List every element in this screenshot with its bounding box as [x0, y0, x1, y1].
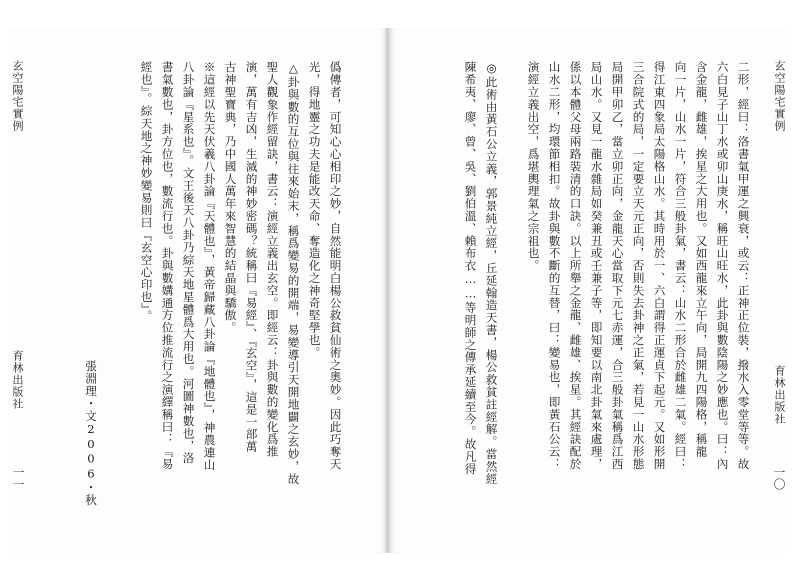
left-running-head: 玄空陽宅實例 [11, 60, 24, 132]
right-body-col-9: 係以本體父母兩路裝清的口訣。以上所舉之金龍、雌雄、挨星。其經訣配於 [568, 61, 583, 471]
right-body-col-3: 含金龍，雌雄，挨星之大用也。又如西龍來立午向，局開九四陽格，稱龍 [694, 61, 709, 458]
left-body-col-6: 古神聖寶典，乃中國人萬年來智慧的結晶與驕傲。 [223, 61, 238, 334]
left-body-col-9: 書氣數也，卦方位也，數流行也。卦與數媾通方位推流行之演繹稱曰：『易 [160, 61, 175, 471]
left-body-col-7: ※這經以先天伏羲八卦論『天體也』，黃帝歸藏八卦論『地體也』，神農連山 [202, 61, 217, 471]
left-body-col-2: 光，得地靈之功夫是能改天命、奪造化之神奇堅學也。 [307, 61, 322, 359]
right-body-col-8: 局山水。又見一龍水雜局如癸兼丑或壬兼子等，即知要以南北卦氣來處理， [589, 61, 604, 471]
left-body-col-3: △卦與數的互位與往來始末，稱爲變易的開端，易變導引天開地闢之玄妙，故 [286, 61, 301, 485]
left-page-number: 一一 [11, 466, 25, 490]
right-page-number: 一〇 [772, 466, 786, 490]
left-body-col-1: 僞傳者，可知心心相印之妙，自然能明白楊公救貧仙術之奧妙。因此巧奪天 [328, 61, 343, 471]
right-body-col-13: 陳希夷、廖、曾、吳、劉伯溫、賴布衣……等明師之傳承延續至今。故凡得 [463, 61, 478, 475]
right-publisher: 育林出版社 [773, 365, 786, 425]
left-body-col-10: 經也』。綜天地之神妙變易則曰『玄空心印也』。 [139, 61, 154, 323]
right-body-col-7: 局開甲卯乙，當立卯正向，金龍天心當取下元七赤運，合三般卦氣稱爲江西 [610, 61, 625, 471]
right-body-col-6: 三合院式的局，一定要立天元正向，否則失去卦神之正氣，若見一山水形態 [631, 61, 646, 471]
right-body-col-4: 向一片，山水一片，符合三般卦氣，書云：山水二形合於雌雄二氣。經曰： [673, 61, 688, 471]
right-body-col-2: 六白見子山丁水或卯山庚水，稱旺山旺水，此卦與數陰陽之妙應也。曰：內 [715, 61, 730, 471]
right-body-col-1: 二形，經曰：洛書氣甲運之興衰，或云：正神正位裝，撥水入零堂等等。故 [736, 61, 751, 471]
left-body-col-5: 演，萬有吉凶，生滅的神妙密碼？統稱曰『易經』、『玄空』，這是一部萬 [244, 61, 259, 453]
right-body-col-11: 演經立義出空，爲堪輿理氣之宗祖也。 [526, 61, 541, 272]
right-body-col-5: 得江東四象局太陽格山水。其時用於一、六白謂得正運貞下起元。又如形開 [652, 61, 667, 471]
left-body-col-4: 聖人觀象作經留訣，書云：演經立義出玄空。即經云：卦與數的變化爲推 [265, 61, 280, 458]
left-publisher: 育林出版社 [11, 350, 24, 410]
left-body-col-8: 八卦論『星系也』。文王後天八卦乃綜天地星體爲大用也。河圖神數也，洛 [181, 61, 196, 465]
right-body-col-10: 山水二形，均環節相扣。故卦與數不斷的互替，曰：變易也，即黃石公云： [547, 61, 562, 471]
author-signature: 張淵理・文2006・秋 [84, 360, 98, 506]
right-running-head: 玄空陽宅實例 [773, 60, 786, 132]
right-body-col-12: ◎此術由黃石公立義，郭景純立經，丘延翰造天書，楊公救貧註經解。當然經 [484, 61, 499, 485]
